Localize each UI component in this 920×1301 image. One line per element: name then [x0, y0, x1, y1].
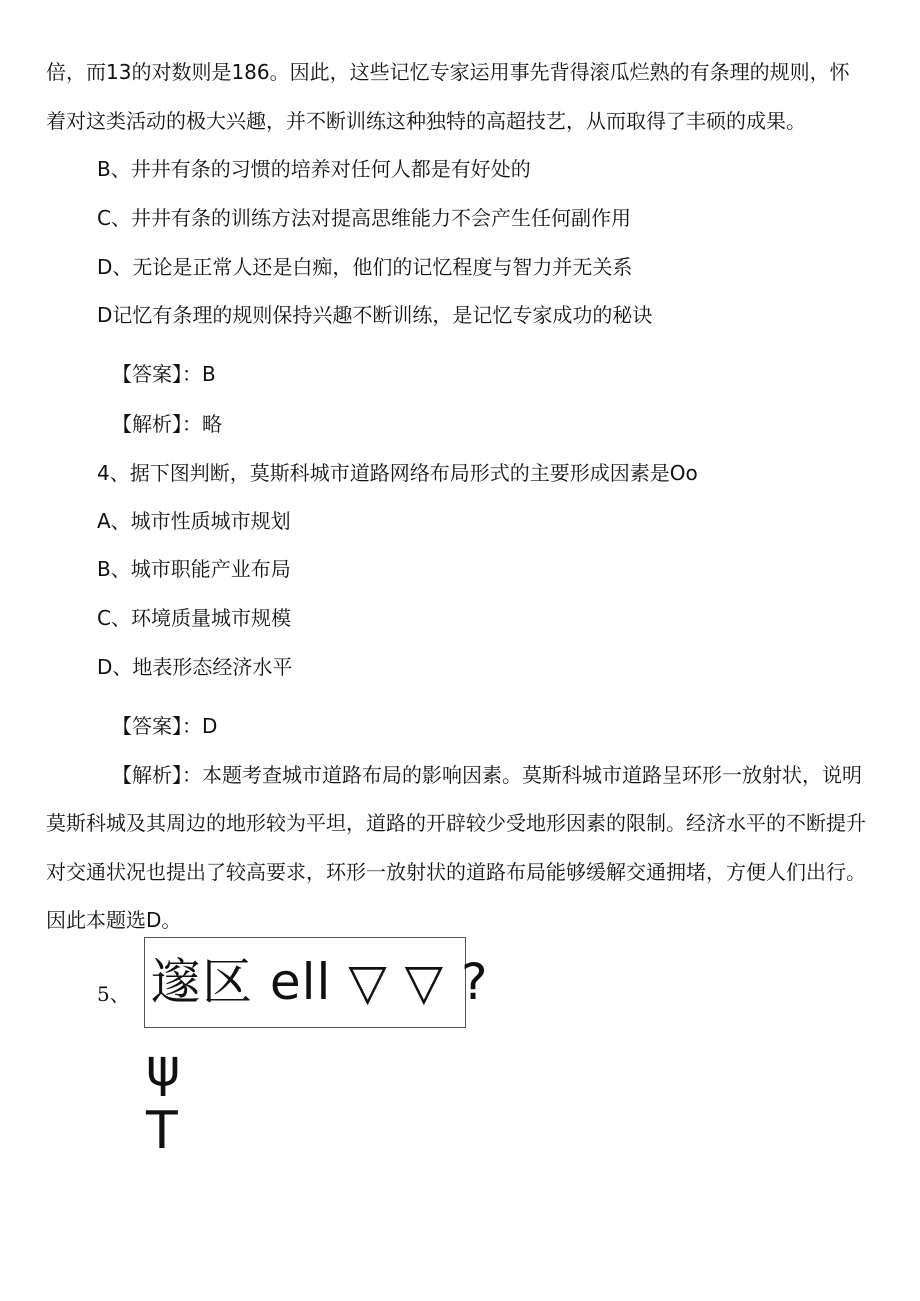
analysis-line: 因此本题选D。: [46, 908, 182, 932]
analysis-line: 对交通状况也提出了较高要求，环形一放射状的道路布局能够缓解交通拥堵，方便人们出行。: [46, 860, 866, 884]
option-c: C、井井有条的训练方法对提高思维能力不会产生任何副作用: [97, 206, 631, 230]
analysis-line: 【解析】：本题考查城市道路布局的影响因素。莫斯科城市道路呈环形一放射状，说明: [112, 763, 862, 787]
option-b: B、井井有条的习惯的培养对任何人都是有好处的: [97, 157, 531, 181]
question-figure: [144, 937, 489, 1028]
figure-glyph: ψ: [146, 1038, 181, 1098]
option-c: C、环境质量城市规模: [97, 606, 291, 630]
figure-glyph: T: [146, 1101, 178, 1161]
question-stem: 4、据下图判断，莫斯科城市道路网络布局形式的主要形成因素是Oo: [97, 461, 698, 485]
answer-label: 【答案】：D: [112, 714, 218, 738]
analysis-line: 莫斯科城及其周边的地形较为平坦，道路的开辟较少受地形因素的限制。经济水平的不断提升: [46, 811, 866, 835]
option-d: D、无论是正常人还是白痴，他们的记忆程度与智力并无关系: [97, 255, 633, 279]
option-b: B、城市职能产业布局: [97, 557, 291, 581]
option-d: D、地表形态经济水平: [97, 655, 293, 679]
question-number: 5、: [97, 982, 130, 1006]
figure-text: 邃区 ell ▽ ▽ ?: [151, 953, 489, 1011]
option-d-alt: D记忆有条理的规则保持兴趣不断训练，是记忆专家成功的秘诀: [97, 303, 653, 327]
paragraph-line: 倍，而13的对数则是186。因此，这些记忆专家运用事先背得滚瓜烂熟的有条理的规则，怀: [46, 60, 850, 84]
analysis-label: 【解析】：略: [112, 412, 222, 436]
answer-label: 【答案】：B: [112, 362, 216, 386]
paragraph-line: 着对这类活动的极大兴趣，并不断训练这种独特的高超技艺，从而取得了丰硕的成果。: [46, 109, 806, 133]
option-a: A、城市性质城市规划: [97, 509, 291, 533]
